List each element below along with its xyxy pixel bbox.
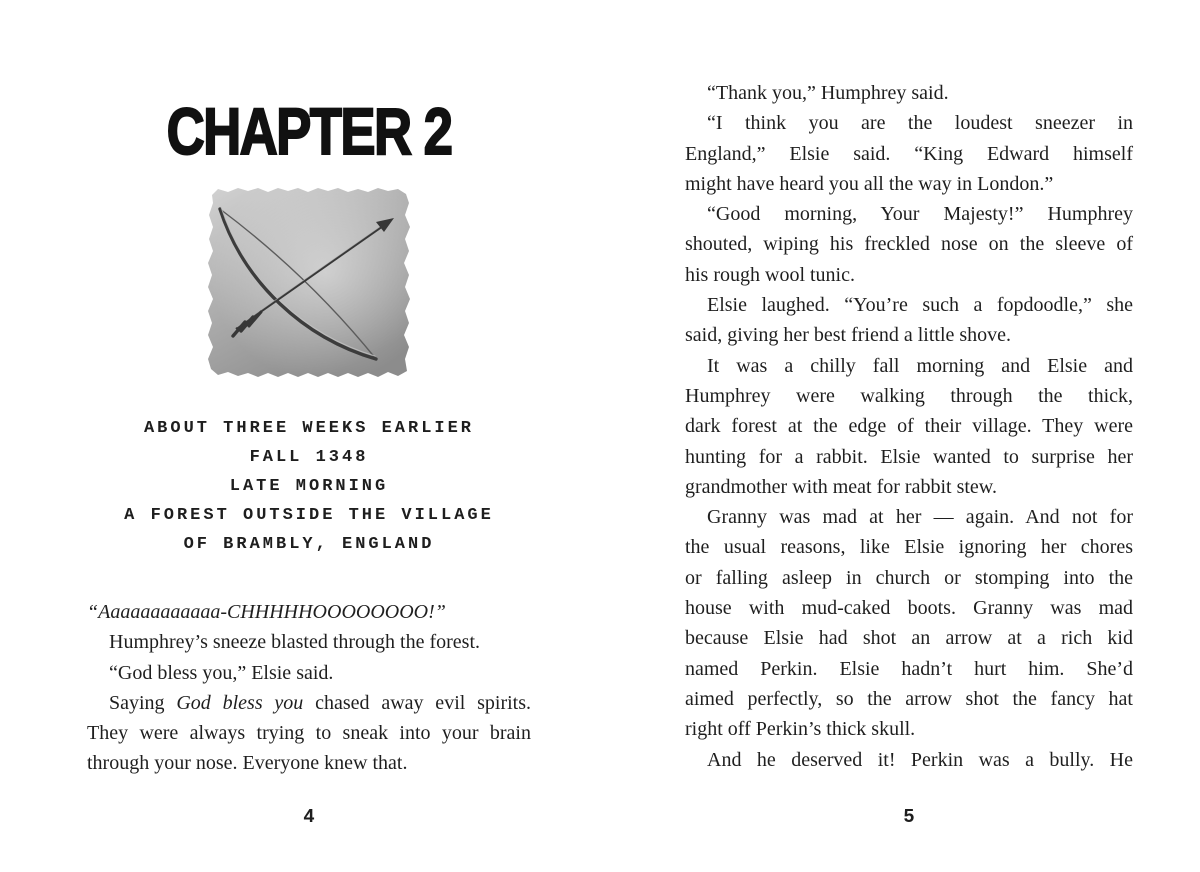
body-line: And he deserved it! Perkin was a bully. He <box>707 748 1133 771</box>
body-line: grandmother with meat for rabbit stew. <box>685 475 997 498</box>
body-line: Humphrey were walking through the thick, <box>685 384 1133 407</box>
body-line: shouted, wiping his freckled nose on the sleeve of <box>685 233 1133 256</box>
scene-heading-line: A FOREST OUTSIDE THE VILLAGE <box>124 506 494 525</box>
chapter-title: CHAPTER 2 <box>166 94 452 168</box>
body-line: Granny was mad at her — again. And not for <box>707 506 1133 529</box>
emphasis-text: God bless you <box>176 691 304 714</box>
page-number-right: 5 <box>903 806 915 828</box>
body-line: through your nose. Everyone knew that. <box>87 752 408 775</box>
body-line: aimed perfectly, so the arrow shot the fancy hat <box>685 687 1133 710</box>
body-line: Elsie laughed. “You’re such a fopdoodle,” she <box>707 294 1133 317</box>
body-line: right off Perkin’s thick skull. <box>685 718 916 741</box>
left-body-text <box>87 597 531 779</box>
body-line: It was a chilly fall morning and Elsie and <box>707 354 1133 377</box>
page-number-left: 4 <box>303 806 315 828</box>
page-left <box>85 0 533 872</box>
body-line: because Elsie had shot an arrow at a rich kid <box>685 627 1133 650</box>
body-line: or falling asleep in church or stomping into the <box>685 566 1133 589</box>
chapter-illustration <box>204 183 414 382</box>
body-line: the usual reasons, like Elsie ignoring her chores <box>685 536 1133 559</box>
body-line: dark forest at the edge of their village. They were <box>685 415 1133 438</box>
body-line-segment: chased away evil spirits. <box>303 691 532 714</box>
bow-and-arrow-illustration <box>204 183 414 382</box>
body-line: “Thank you,” Humphrey said. <box>707 82 949 104</box>
scene-heading <box>75 414 543 559</box>
body-line: said, giving her best friend a little shove. <box>685 324 1012 347</box>
scene-heading-line: ABOUT THREE WEEKS EARLIER <box>143 419 475 438</box>
body-line: might have heard you all the way in London.” <box>685 172 1054 195</box>
body-line: England,” Elsie said. “King Edward himself <box>685 142 1133 165</box>
right-body-text <box>685 78 1133 775</box>
body-line: hunting for a rabbit. Elsie wanted to surprise her <box>685 445 1133 468</box>
body-line: “I think you are the loudest sneezer in <box>707 112 1133 135</box>
body-line-segment: Saying <box>109 691 177 714</box>
scene-heading-line: LATE MORNING <box>229 477 389 496</box>
scene-heading-line: OF BRAMBLY, ENGLAND <box>183 535 435 554</box>
body-line: “Good morning, Your Majesty!” Humphrey <box>707 203 1133 226</box>
body-line <box>87 688 531 718</box>
body-line: house with mud-caked boots. Granny was mad <box>685 597 1133 620</box>
body-line: “Aaaaaaaaaaaa-CHHHHHOOOOOOOO!” <box>87 601 446 623</box>
body-line: “God bless you,” Elsie said. <box>109 661 334 684</box>
body-line: his rough wool tunic. <box>685 263 855 286</box>
body-line: Humphrey’s sneeze blasted through the forest. <box>109 631 481 654</box>
body-line: They were always trying to sneak into your brain <box>87 722 531 745</box>
body-line: named Perkin. Elsie hadn’t hurt him. She’d <box>685 657 1133 680</box>
scene-heading-line: FALL 1348 <box>249 448 369 467</box>
page-right <box>683 0 1135 872</box>
